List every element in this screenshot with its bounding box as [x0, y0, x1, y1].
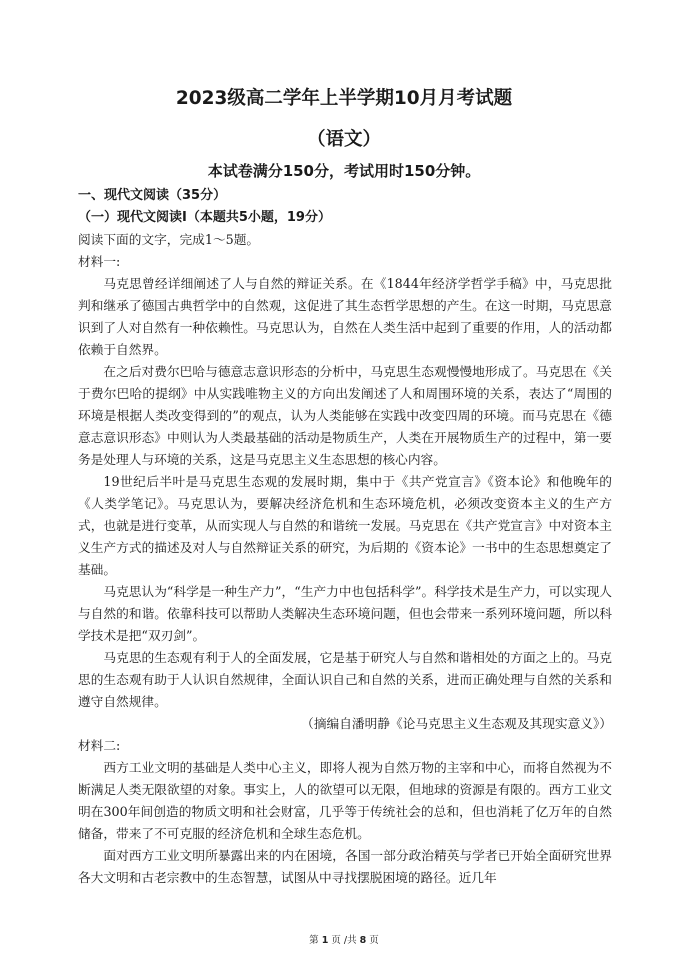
footer-middle: 页 /共	[331, 935, 357, 946]
material1-paragraph: 在之后对费尔巴哈与德意志意识形态的分析中，马克思生态观慢慢地形成了。马克思在《关于费尔巴哈的提纲》中从实践唯物主义的方向出发阐述了人和周围环境的关系，表达了“周围的环境是根据人类改变得到的”的观点，认为人类能够在实践中改变四周的环境。而马克思在《德意志意识形态》中则认为人类最基础的活动是物质生产，人类在开展物质生产的过程中，第一要务是处理人与环境的关系，这是马克思主义生态思想的核心内容。	[78, 364, 612, 467]
exam-notice: 本试卷满分150分，考试用时150分钟。	[207, 162, 481, 180]
page-total: 8	[359, 935, 367, 946]
material1-paragraph: 马克思认为“科学是一种生产力”，“生产力中也包括科学”。科学技术是生产力，可以实现人与自然的和谐。依靠科技可以帮助人类解决生态环境问题，但也会带来一系列环境问题，所以科学技术是把“双刃剑”。	[78, 584, 612, 643]
exam-body	[78, 185, 612, 889]
material2-label: 材料二:	[78, 738, 121, 753]
page-number: 1	[321, 935, 329, 946]
material2-paragraph: 面对西方工业文明所暴露出来的内在困境，各国一部分政治精英与学者已开始全面研究世界各大文明和古老宗教中的生态智慧，试图从中寻找摆脱困境的路径。近几年	[78, 848, 612, 885]
material1-paragraph: 19世纪后半叶是马克思生态观的发展时期，集中于《共产党宣言》《资本论》和他晚年的《人类学笔记》。马克思认为，要解决经济危机和生态环境危机，必须改变资本主义的生产方式，也就是进行变革，从而实现人与自然的和谐统一发展。马克思在《共产党宣言》中对资本主义生产方式的描述及对人与自然辩证关系的研究，为后期的《资本论》一书中的生态思想奠定了基础。	[78, 474, 612, 577]
material2-paragraph: 西方工业文明的基础是人类中心主义，即将人视为自然万物的主宰和中心，而将自然视为不断满足人类无限欲望的对象。事实上，人的欲望可以无限，但地球的资源是有限的。西方工业文明在300年间创造的物质文明和社会财富，几乎等于传统社会的总和，但也消耗了亿万年的自然储备，带来了不可克服的经济危机和全球生态危机。	[78, 760, 612, 841]
material1-paragraph: 马克思曾经详细阐述了人与自然的辩证关系。在《1844年经济学哲学手稿》中，马克思批判和继承了德国古典哲学中的自然观，这促进了其生态哲学思想的产生。在这一时期，马克思意识到了人对自然有一种依赖性。马克思认为，自然在人类生活中起到了重要的作用，人的活动都依赖于自然界。	[78, 276, 612, 357]
material1-source: （摘编自潘明静《论马克思主义生态观及其现实意义》）	[301, 716, 612, 731]
instruction: 阅读下面的文字，完成1～5题。	[78, 232, 260, 247]
exam-title: 2023级高二学年上半学期10月月考试题	[175, 88, 513, 109]
footer-prefix: 第	[309, 935, 319, 946]
section-heading: 一、现代文阅读（35分）	[78, 188, 227, 203]
exam-subject: （语文）	[306, 129, 381, 150]
page-footer	[0, 932, 688, 946]
subsection-heading: （一）现代文阅读Ⅰ（本题共5小题，19分）	[78, 210, 331, 225]
material1-paragraph: 马克思的生态观有利于人的全面发展，它是基于研究人与自然和谐相处的方面之上的。马克思的生态观有助于人认识自然规律，全面认识自己和自然的关系，进而正确处理与自然的关系和遵守自然规律。	[78, 650, 612, 709]
footer-suffix: 页	[369, 935, 379, 946]
material1-label: 材料一:	[78, 254, 121, 269]
